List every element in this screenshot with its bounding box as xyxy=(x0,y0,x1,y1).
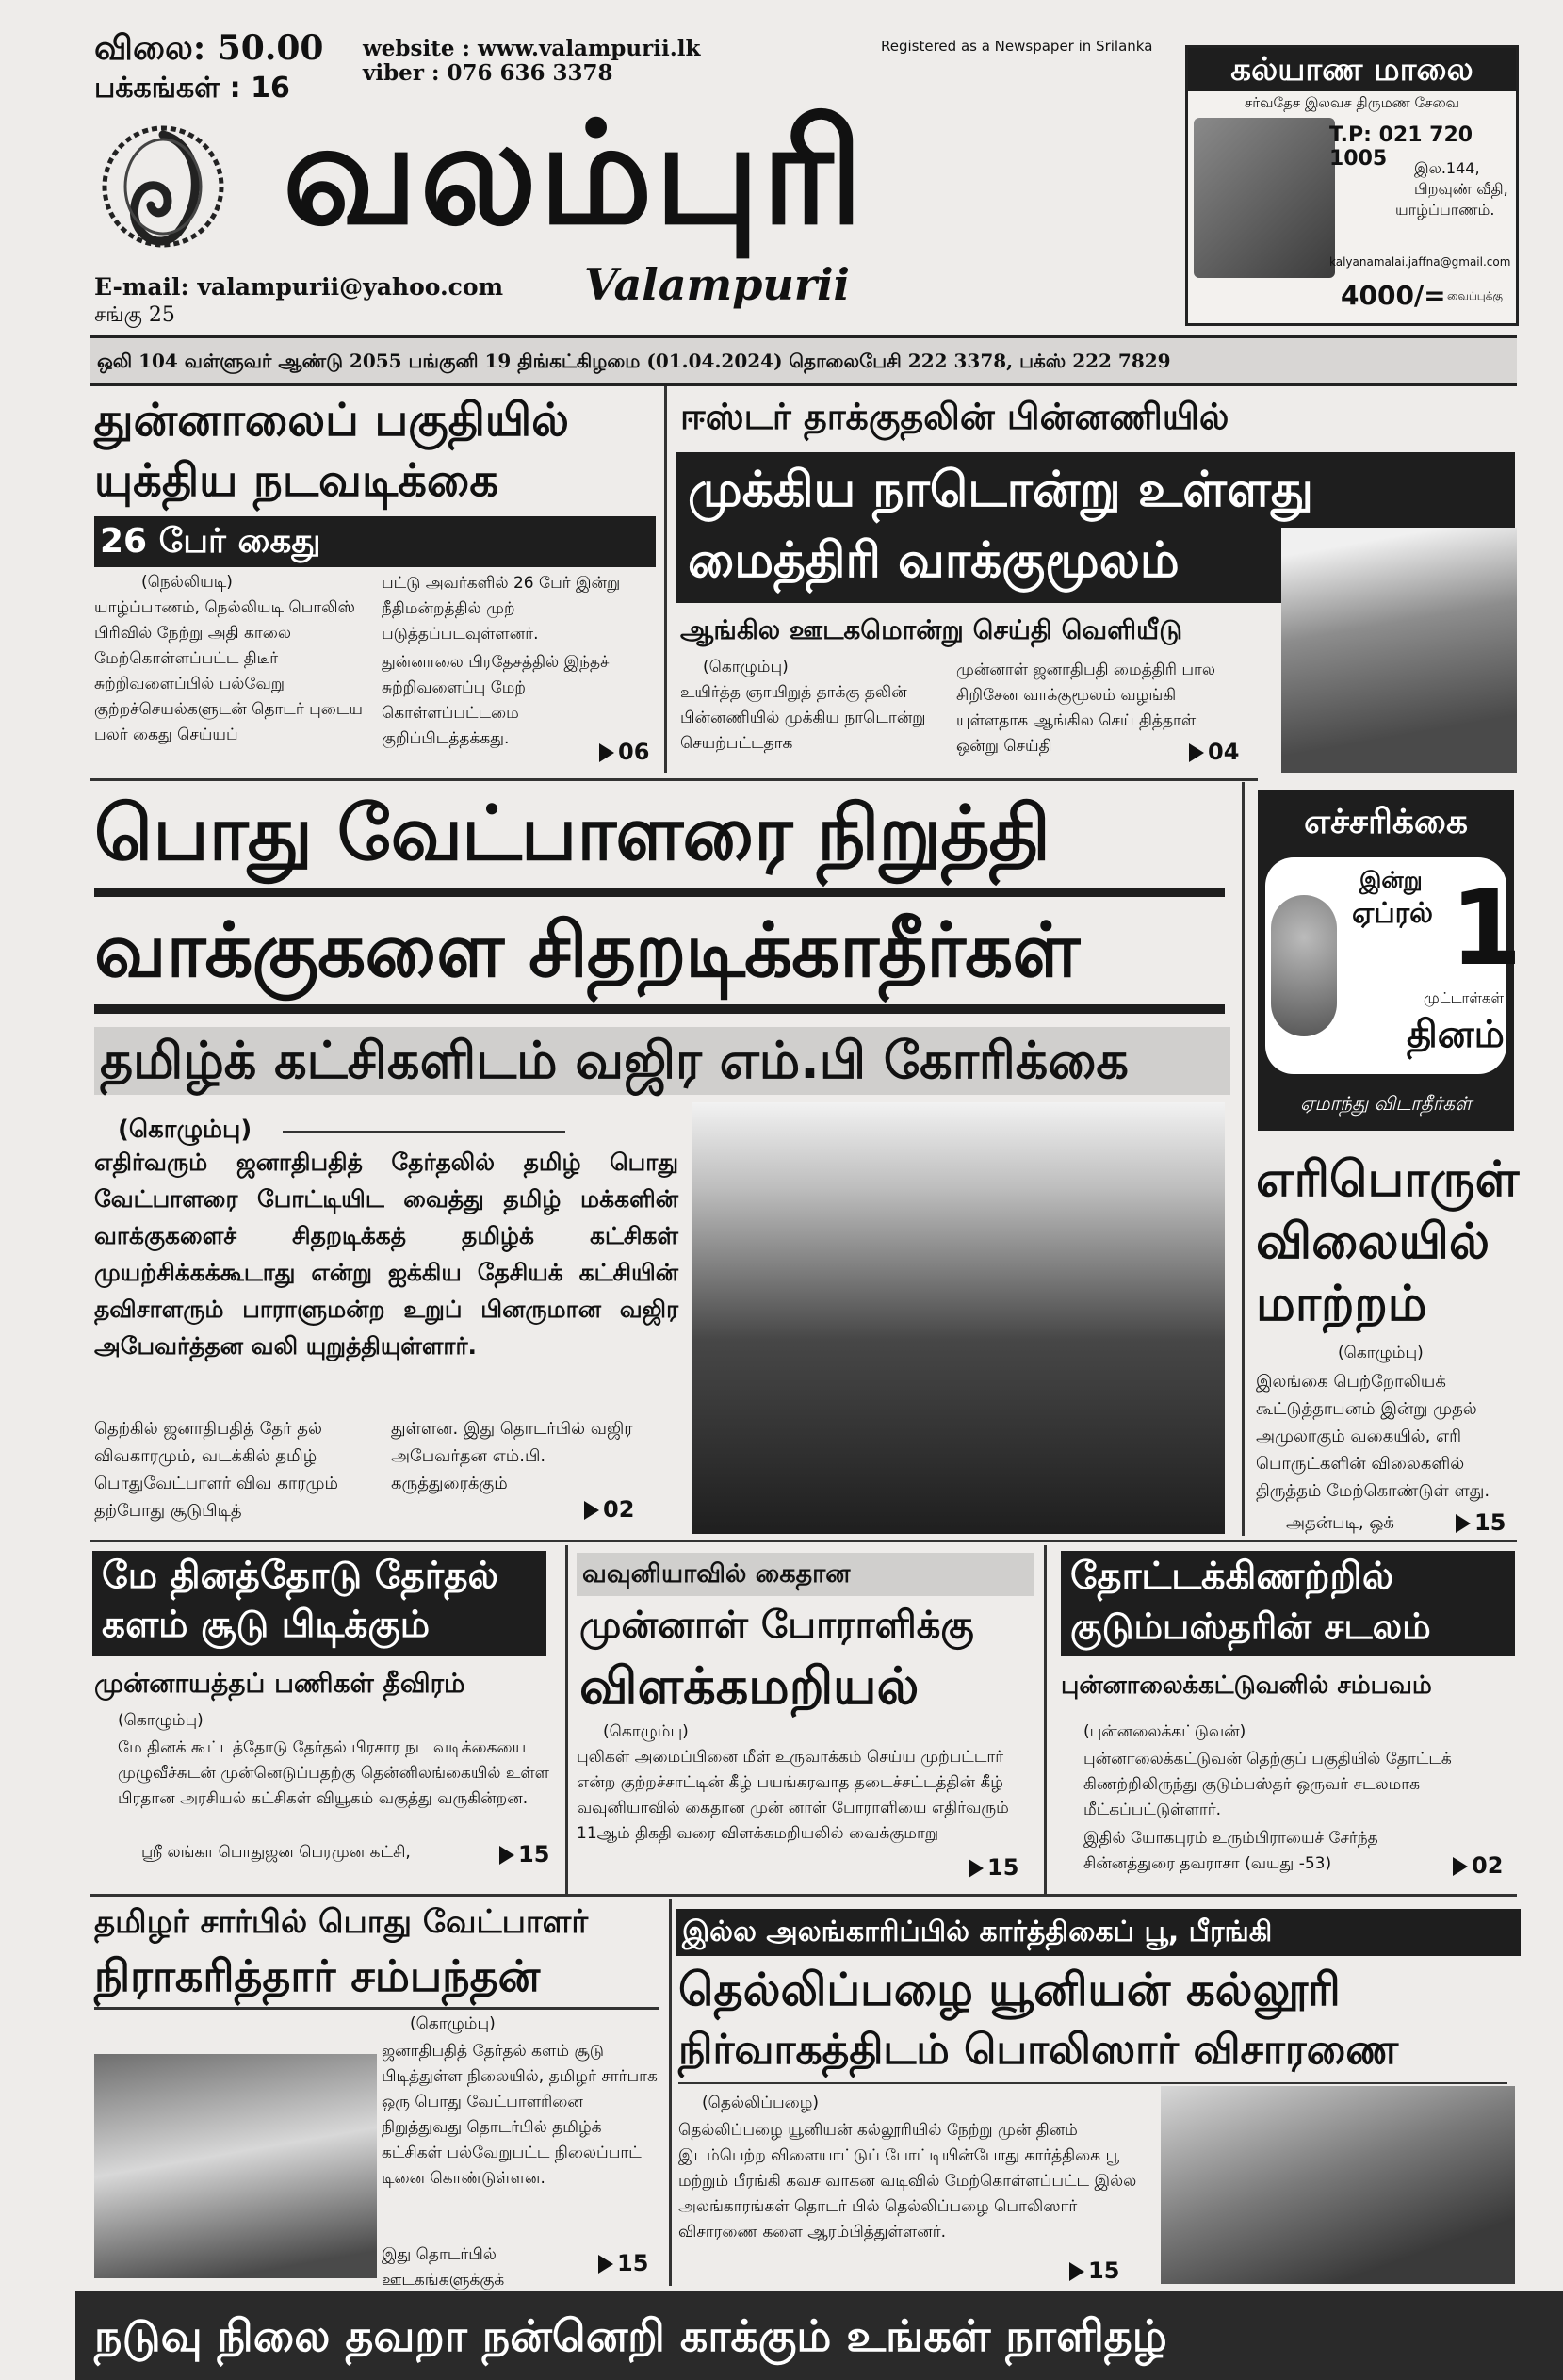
lead-headline-1: பொது வேட்பாளரை நிறுத்தி xyxy=(94,790,1050,877)
matrimony-ad-phone: T.P: 021 720 1005 xyxy=(1329,123,1473,171)
price: விலை: 50.00 xyxy=(94,28,324,68)
column-divider xyxy=(1044,1545,1047,1894)
april-ad-dina: தினம் xyxy=(1407,1013,1505,1056)
registered-note: Registered as a Newspaper in Srilanka xyxy=(881,38,1153,55)
matrimony-ad[interactable] xyxy=(1185,45,1519,326)
may-body: மே தினக் கூட்டத்தோடு தேர்தல் பிரசார நட வடிக்கையை முழுவீச்சுடன் முன்னெடுப்பதற்கு தென்னிலங்கையில் உள்ள பிரதான அரசியல் கட்சிகள் வியூகம் வகுத்து வருகின்றன. xyxy=(118,1738,549,1808)
maithripala-photo xyxy=(1281,528,1517,773)
lead-place-rule xyxy=(283,1131,565,1133)
story1-col2a: பட்டு அவர்களில் 26 பேர் இன்று நீதிமன்றத்தில் முற் படுத்தப்படவுள்ளனர். xyxy=(382,574,621,644)
story2-col1: உயிர்த்த ஞாயிறுத் தாக்கு தலின் பின்னணியில் முக்கிய நாடொன்று செயற்பட்டதாக xyxy=(680,683,926,753)
story2-page-ref[interactable]: 04 xyxy=(1189,739,1239,765)
column-divider xyxy=(664,386,667,773)
continue-arrow-icon xyxy=(1069,2262,1084,2281)
well-place: (புன்னலைக்கட்டுவன்) xyxy=(1083,1722,1246,1741)
lead-headline-2: வாக்குகளை சிதறடிக்காதீர்கள் xyxy=(94,906,1080,994)
section-divider xyxy=(90,1540,1517,1542)
lead-underline-1 xyxy=(94,888,1225,897)
well-page-ref[interactable]: 02 xyxy=(1453,1852,1503,1879)
story2-subhead: ஆங்கில ஊடகமொன்று செய்தி வெளியீடு xyxy=(680,614,1183,645)
story2-place: (கொழும்பு) xyxy=(703,658,789,677)
college-place: (தெல்லிப்பழை) xyxy=(702,2094,820,2112)
college-headline-2: நிர்வாகத்திடம் பொலிஸார் விசாரணை xyxy=(678,2026,1399,2074)
fuel-headline-2: விலையில் xyxy=(1256,1214,1490,1270)
sampanthan-place: (கொழும்பு) xyxy=(410,2014,496,2033)
fuel-page-ref[interactable]: 15 xyxy=(1456,1509,1506,1536)
april-ad-day: 1 xyxy=(1450,868,1522,988)
sampanthan-tail: இது தொடர்பில் ஊடகங்களுக்குக் xyxy=(382,2245,505,2290)
april-ad-footer: ஏமாந்து விடாதீர்கள் xyxy=(1299,1092,1473,1115)
well-tail: இதில் யோகபுரம் உரும்பிராயைச் சேர்ந்த சின்னத்துரை தவராசா (வயது -53) xyxy=(1083,1829,1378,1873)
lead-place: (கொழும்பு) xyxy=(118,1116,252,1144)
april-ad-today: இன்று xyxy=(1359,867,1423,893)
masthead-title: வலம்புரி xyxy=(283,92,866,256)
sampanthan-underline xyxy=(94,2007,659,2010)
story1-place: (நெல்லியடி) xyxy=(141,573,233,592)
may-tail: ஸ்ரீ லங்கா பொதுஜன பெரமுன கட்சி, xyxy=(141,1843,411,1862)
story1-col2b: துன்னாலை பிரதேசத்தில் இந்தச் சுற்றிவளைப்பு மேற் கொள்ளப்பட்டமை குறிப்பிடத்தக்கது. xyxy=(382,653,610,748)
story2-kicker: ஈஸ்டர் தாக்குதலின் பின்னணியில் xyxy=(680,396,1229,437)
continue-arrow-icon xyxy=(1453,1857,1468,1876)
wajira-photo xyxy=(692,1102,1225,1534)
column-divider xyxy=(669,1899,672,2286)
vertical-divider-right xyxy=(1242,782,1245,1536)
college-headline-1: தெல்லிப்பழை யூனியன் கல்லூரி xyxy=(678,1964,1341,2016)
issue-number: சங்கு 25 xyxy=(94,303,175,327)
matrimony-ad-email[interactable]: kalyanamalai.jaffna@gmail.com xyxy=(1329,255,1511,269)
april-ad-inner xyxy=(1265,857,1522,1074)
dateline: ஒலி 104 வள்ளுவர் ஆண்டு 2055 பங்குனி 19 திங்கட்கிழமை (01.04.2024) தொலைபேசி 222 3378, பக்ஸ் 222 7829 xyxy=(97,350,1171,372)
deity-image xyxy=(1194,118,1335,278)
may-headline-1: மே தினத்தோடு தேர்தல் xyxy=(102,1555,498,1597)
viber: viber : 076 636 3378 xyxy=(363,60,613,86)
story1-col1: யாழ்ப்பாணம், நெல்லியடி பொலிஸ் பிரிவில் நேற்று அதி காலை மேற்கொள்ளப்பட்ட திடீர் சுற்றிவளைப்பில் பல்வேறு குற்றச்செயல்களுடன் தொடர் புடைய பலர் கைது செய்யப் xyxy=(94,598,363,744)
email[interactable]: E-mail: valampurii@yahoo.com xyxy=(94,273,504,301)
sampanthan-headline-2: நிராகரித்தார் சம்பந்தன் xyxy=(94,1950,541,2001)
story2-col2: முன்னாள் ஜனாதிபதி மைத்திரி பால சிறிசேன வாக்குமூலம் வழங்கி யுள்ளதாக ஆங்கில செய் தித்தாள் ஒன்று செய்தி xyxy=(956,660,1215,756)
dateline-bar xyxy=(90,335,1517,386)
clown-icon xyxy=(1271,895,1337,1036)
may-headline-2: களம் சூடு பிடிக்கும் xyxy=(102,1604,431,1646)
story2-headline-1: முக்கிய நாடொன்று உள்ளது xyxy=(688,462,1313,518)
fuel-headline-1: எரிபொருள் xyxy=(1256,1151,1520,1208)
may-subhead: முன்னாயத்தப் பணிகள் தீவிரம் xyxy=(94,1668,465,1699)
vavuniya-kicker: வவுனியாவில் கைதான xyxy=(577,1553,1034,1596)
continue-arrow-icon xyxy=(969,1859,984,1878)
lead-col2: துள்ளன. இது தொடர்பில் வஜிர அபேவர்தன எம்.பி. கருத்துரைக்கும் xyxy=(391,1419,633,1493)
continue-arrow-icon xyxy=(598,2255,613,2274)
fuel-headline-3: மாற்றம் xyxy=(1256,1276,1427,1332)
section-divider xyxy=(90,778,1258,781)
college-underline xyxy=(678,2082,1507,2084)
vavuniya-place: (கொழும்பு) xyxy=(603,1722,689,1741)
may-place: (கொழும்பு) xyxy=(118,1711,204,1730)
continue-arrow-icon xyxy=(1189,743,1204,762)
continue-arrow-icon xyxy=(1456,1514,1471,1533)
column-divider xyxy=(565,1545,568,1894)
matrimony-ad-price-suffix: வைப்புக்கு xyxy=(1447,289,1503,302)
fuel-place: (கொழும்பு) xyxy=(1338,1344,1424,1362)
april-ad-title: எச்சரிக்கை xyxy=(1304,803,1468,841)
well-body: புன்னாலைக்கட்டுவன் தெற்குப் பகுதியில் தோட்டக் கிணற்றிலிருந்து குடும்பஸ்தர் ஒருவர் சடலமாக மீட்கப்பட்டுள்ளார். xyxy=(1083,1750,1452,1819)
vavuniya-body: புலிகள் அமைப்பினை மீள் உருவாக்கம் செய்ய முற்பட்டார் என்ற குற்றச்சாட்டின் கீழ் பயங்கரவாத தடைச்சட்டத்தின் கீழ் வவுனியாவில் கைதான முன் னாள் போராளியை எதிர்வரும் 11ஆம் திகதி வரை விளக்கமறியலில் வைக்குமாறு xyxy=(577,1748,1009,1843)
page-count: பக்கங்கள் : 16 xyxy=(94,72,290,105)
may-page-ref[interactable]: 15 xyxy=(499,1841,549,1867)
matrimony-ad-address-3: யாழ்ப்பாணம். xyxy=(1395,201,1495,219)
continue-arrow-icon xyxy=(584,1501,599,1520)
vavuniya-headline-2: விளக்கமறியல் xyxy=(579,1656,920,1716)
matrimony-ad-price: 4000/= xyxy=(1341,280,1446,311)
masthead-title-english: Valampurii xyxy=(584,259,851,310)
vavuniya-headline-1: முன்னாள் போராளிக்கு xyxy=(579,1604,974,1647)
lead-underline-2 xyxy=(94,1004,1225,1014)
story1-subhead: 26 பேர் கைது xyxy=(94,516,656,567)
continue-arrow-icon xyxy=(499,1846,514,1865)
april-ad-month: ஏப்ரல் xyxy=(1352,897,1434,930)
fuel-body: இலங்கை பெற்றோலியக் கூட்டுத்தாபனம் இன்று முதல் அமுலாகும் வகையில், எரி பொருட்களின் விலைகளில் திருத்தம் மேற்கொண்டுள் ளது. xyxy=(1256,1372,1490,1501)
website[interactable]: website : www.valampurii.lk xyxy=(363,36,701,61)
story1-headline-2: யுக்திய நடவடிக்கை xyxy=(94,454,499,507)
story1-headline-1: துன்னாலைப் பகுதியில் xyxy=(94,394,570,447)
april-fools-ad[interactable] xyxy=(1258,790,1522,1131)
sampanthan-photo xyxy=(94,2054,377,2278)
well-headline-1: தோட்டக்கிணற்றில் xyxy=(1070,1555,1394,1598)
well-headline-2: குடும்பஸ்தரின் சடலம் xyxy=(1070,1606,1431,1647)
footer-bar xyxy=(75,2291,1563,2380)
continue-arrow-icon xyxy=(599,743,614,762)
vavuniya-page-ref[interactable]: 15 xyxy=(969,1854,1018,1881)
footer-slogan: நடுவு நிலை தவறா நன்னெறி காக்கும் உங்கள் நாளிதழ் xyxy=(94,2310,1167,2361)
sampanthan-page-ref[interactable]: 15 xyxy=(598,2250,648,2276)
conch-logo xyxy=(102,111,224,260)
sampanthan-body: ஜனாதிபதித் தேர்தல் களம் சூடு பிடித்துள்ள நிலையில், தமிழர் சார்பாக ஒரு பொது வேட்பாளரினை நிறுத்துவது தொடர்பில் தமிழ்க் கட்சிகள் பல்வேறுபட்ட நிலைப்பாட் டினை கொண்டுள்ளன. xyxy=(382,2042,658,2188)
story2-headline-2: மைத்திரி வாக்குமூலம் xyxy=(688,532,1180,589)
matrimony-ad-subtitle: சர்வதேச இலவச திருமண சேவை xyxy=(1244,94,1460,111)
fuel-tail: அதன்படி, ஒக் xyxy=(1286,1513,1394,1533)
college-page-ref[interactable]: 15 xyxy=(1069,2258,1119,2284)
section-divider xyxy=(90,1894,1517,1897)
april-ad-fools: முட்டாள்கள் xyxy=(1424,989,1505,1006)
well-subhead: புன்னாலைக்கட்டுவனில் சம்பவம் xyxy=(1061,1671,1432,1700)
college-photo xyxy=(1161,2086,1515,2284)
sampanthan-headline-1: தமிழர் சார்பில் பொது வேட்பாளர் xyxy=(94,1903,589,1941)
story1-page-ref[interactable]: 06 xyxy=(599,739,649,765)
college-body: தெல்லிப்பழை யூனியன் கல்லூரியில் நேற்று முன் தினம் இடம்பெற்ற விளையாட்டுப் போட்டியின்போது கார்த்திகை பூ மற்றும் பீரங்கி கவச வாகன வடிவில் மேற்கொள்ளப்பட்ட இல்ல அலங்காரங்கள் தொடர் பில் தெல்லிப்பழை பொலிஸார் விசாரணை களை ஆரம்பித்துள்ளனர். xyxy=(678,2121,1137,2241)
lead-intro: எதிர்வரும் ஜனாதிபதித் தேர்தலில் தமிழ் பொது வேட்பாளரை போட்டியிட வைத்து தமிழ் மக்களின் வாக்குகளைச் சிதறடிக்கத் தமிழ்க் கட்சிகள் முயற்சிக்கக்கூடாது என்று ஐக்கிய தேசியக் கட்சியின் தவிசாளரும் பாராளுமன்ற உறுப் பினருமான வஜிர அபேவர்த்தன வலி யுறுத்தியுள்ளார். xyxy=(94,1149,678,1360)
lead-subhead: தமிழ்க் கட்சிகளிடம் வஜிர எம்.பி கோரிக்கை xyxy=(94,1027,1230,1095)
lead-page-ref[interactable]: 02 xyxy=(584,1496,634,1523)
college-kicker: இல்ல அலங்காரிப்பில் கார்த்திகைப் பூ, பீரங்கி xyxy=(676,1909,1521,1956)
matrimony-ad-address-1: இல.144, xyxy=(1414,159,1480,177)
matrimony-ad-address-2: பிறவுண் வீதி, xyxy=(1414,180,1508,198)
matrimony-ad-title: கல்யாண மாலை xyxy=(1188,48,1516,91)
lead-col1: தெற்கில் ஜனாதிபதித் தேர் தல் விவகாரமும், வடக்கில் தமிழ் பொதுவேட்பாளர் விவ காரமும் தற்போது சூடுபிடித் xyxy=(94,1419,339,1521)
